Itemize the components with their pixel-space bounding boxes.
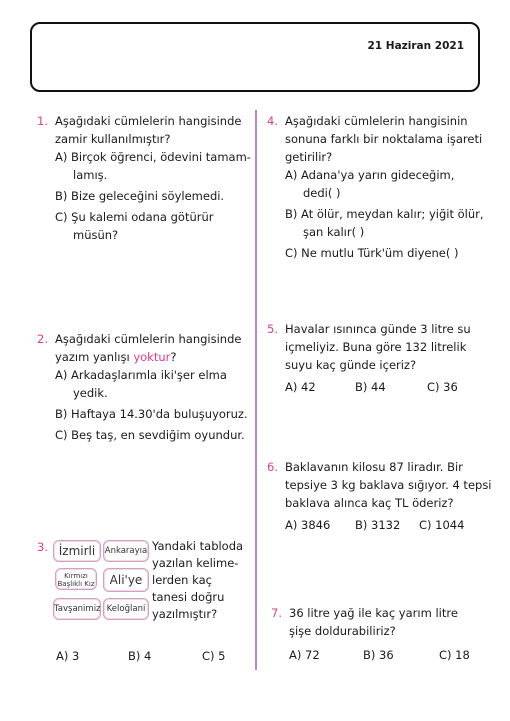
question-stem: lerden kaç (152, 573, 212, 587)
question-1 (37, 112, 255, 244)
option-c[interactable]: C) 36 (427, 380, 458, 394)
stem-highlight: yoktur (133, 350, 171, 364)
question-number: 5. (267, 322, 278, 336)
question-stem: zamir kullanılmıştır? (55, 132, 171, 146)
question-stem: sonuna farklı bir noktalama işareti (285, 132, 483, 146)
question-stem: Havalar ısınınca günde 3 litre su (285, 322, 471, 336)
question-stem: Baklavanın kilosu 87 liradır. Bir (285, 460, 463, 474)
question-stem-line2 (55, 348, 255, 366)
option-a[interactable]: A) Adana'ya yarın gideceğim, (285, 168, 455, 182)
option-a[interactable]: A) Arkadaşlarımla iki'şer elma (55, 368, 227, 382)
question-number: 3. (37, 540, 48, 554)
option-b[interactable]: B) At ölür, meydan kalır; yiğit ölür, (285, 207, 484, 221)
options-row (285, 378, 500, 396)
option-c[interactable]: C) Ne mutlu Türk'üm diyene( ) (285, 246, 459, 260)
question-stem: tanesi doğru (152, 590, 225, 604)
option-c[interactable]: C) 18 (439, 648, 470, 662)
option-a-cont: yedik. (73, 386, 108, 400)
option-b[interactable]: B) 3132 (355, 518, 401, 532)
question-number: 2. (37, 332, 48, 346)
word-tag: İzmirli (53, 540, 101, 562)
stem-text: ? (170, 350, 177, 364)
word-tag: Ankarayıa (103, 540, 149, 562)
question-7 (271, 604, 500, 664)
option-a[interactable]: A) Birçok öğrenci, ödevini tamam- (55, 150, 251, 164)
question-stem: şişe doldurabiliriz? (289, 624, 396, 638)
question-number: 1. (37, 114, 48, 128)
options-row (285, 516, 500, 534)
option-a[interactable]: A) 72 (289, 648, 320, 662)
question-number: 4. (267, 114, 278, 128)
question-stem: Yandaki tabloda (152, 539, 244, 553)
stem-text: yazım yanlışı (55, 350, 134, 364)
question-stem: 36 litre yağ ile kaç yarım litre (289, 606, 458, 620)
question-5 (267, 320, 500, 396)
word-tag: Kırmızı Başlıklı Kız (55, 568, 97, 590)
option-c[interactable]: C) 1044 (419, 518, 465, 532)
option-c[interactable]: C) 5 (202, 649, 226, 663)
question-number: 6. (267, 460, 278, 474)
header-box (30, 22, 480, 92)
option-b[interactable]: B) Bize geleceğini söylemedi. (55, 189, 225, 203)
question-stem: yazılmıştır? (152, 607, 218, 621)
option-a-cont: dedi( ) (303, 186, 341, 200)
option-c[interactable]: C) Şu kalemi odana götürür (55, 210, 214, 224)
option-b[interactable]: B) 36 (363, 648, 394, 662)
question-stem: içmeliyiz. Buna göre 132 litrelik (285, 340, 467, 354)
option-c-cont: müsün? (73, 228, 119, 242)
question-stem: yazılan kelime- (152, 556, 239, 570)
option-a-cont: lamış. (73, 168, 108, 182)
question-4 (267, 112, 500, 262)
option-b[interactable]: B) Haftaya 14.30'da buluşuyoruz. (55, 407, 248, 421)
header-date: 21 Haziran 2021 (367, 40, 464, 52)
word-tag: Tavşanimiz (53, 598, 101, 620)
column-divider (255, 110, 257, 670)
option-b[interactable]: B) 4 (128, 649, 152, 663)
question-stem: baklava alınca kaç TL öderiz? (285, 496, 454, 510)
option-a[interactable]: A) 3846 (285, 518, 331, 532)
word-tag: Keloğlani (103, 598, 149, 620)
option-b-cont: şan kalır( ) (303, 225, 365, 239)
question-stem: Aşağıdaki cümlelerin hangisinde (55, 332, 242, 346)
question-3-text (152, 538, 252, 623)
question-stem: Aşağıdaki cümlelerin hangisinde (55, 114, 242, 128)
option-b[interactable]: B) 44 (355, 380, 386, 394)
question-stem: getirilir? (285, 150, 333, 164)
options-row (289, 646, 500, 664)
question-stem: Aşağıdaki cümlelerin hangisinin (285, 114, 468, 128)
question-stem: suyu kaç günde içeriz? (285, 358, 417, 372)
option-a[interactable]: A) 3 (56, 649, 80, 663)
question-stem: tepsiye 3 kg baklava sığıyor. 4 tepsi (285, 478, 492, 492)
question-6 (267, 458, 500, 534)
option-a[interactable]: A) 42 (285, 380, 316, 394)
question-2 (37, 330, 255, 444)
question-number: 7. (271, 606, 282, 620)
option-c[interactable]: C) Beş taş, en sevdiğim oyundur. (55, 428, 245, 442)
word-tag: Ali'ye (103, 568, 149, 592)
